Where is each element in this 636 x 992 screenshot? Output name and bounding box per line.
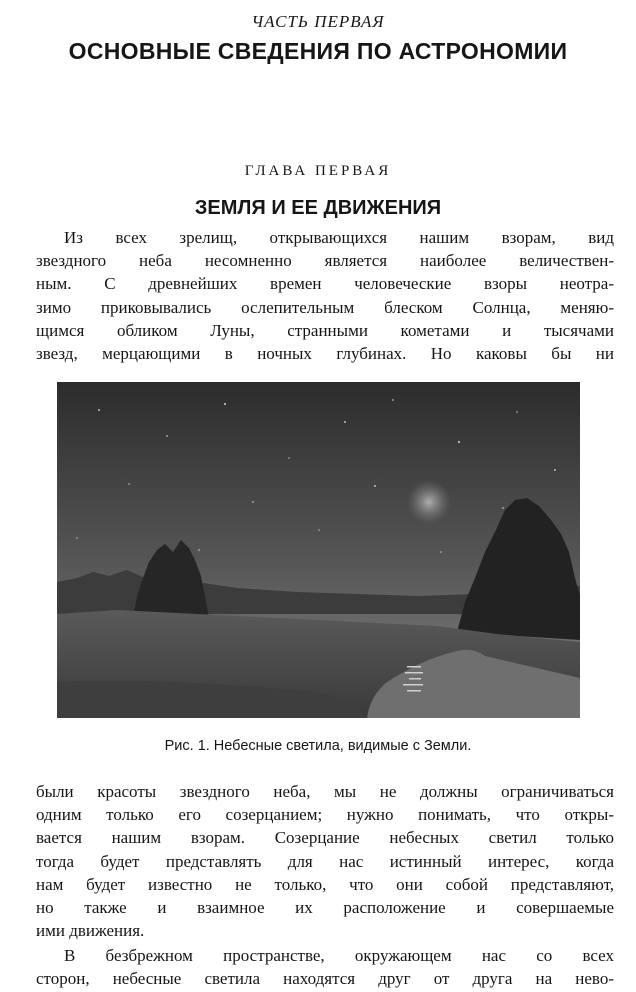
intro-paragraph bbox=[36, 226, 614, 365]
text-line: В безбрежном пространстве, окружающем нас со всех bbox=[64, 946, 614, 965]
moon-glow bbox=[407, 480, 451, 524]
text-line: но также и взаимное их расположение и совершаемые bbox=[36, 897, 614, 917]
text-line: ими движения. bbox=[36, 921, 145, 941]
text-line: зимо приковывались ослепительным блеском Солнца, меняю- bbox=[36, 297, 614, 317]
night-landscape-image bbox=[57, 382, 580, 718]
chapter-title: ЗЕМЛЯ И ЕЕ ДВИЖЕНИЯ bbox=[194, 197, 442, 219]
text-line: сторон, небесные светила находятся друг от друга на нево- bbox=[36, 969, 614, 989]
part-title: ОСНОВНЫЕ СВЕДЕНИЯ ПО АСТРОНОМИИ bbox=[68, 38, 568, 64]
next-paragraph bbox=[36, 944, 614, 990]
text-line: вается нашим взорам. Созерцание небесных светил только bbox=[36, 828, 614, 848]
continuation-paragraph bbox=[36, 780, 614, 942]
text-line: одним только его созерцанием; нужно понимать, что откры- bbox=[36, 805, 614, 825]
text-line: нам будет известно не только, что они собой представляют, bbox=[36, 874, 614, 894]
text-line: звездного неба несомненно является наиболее величествен- bbox=[36, 251, 614, 271]
text-line: звезд, мерцающими в ночных глубинах. Но каковы бы ни bbox=[36, 343, 614, 363]
text-line: тогда будет представлять для нас истинный интерес, когда bbox=[36, 851, 614, 871]
figure-caption: Рис. 1. Небесные светила, видимые с Земли. bbox=[164, 738, 472, 754]
text-line: Из всех зрелищ, открывающихся нашим взорам, вид bbox=[64, 228, 614, 247]
text-line: были красоты звездного неба, мы не должны ограничиваться bbox=[36, 782, 614, 801]
chapter-label: ГЛАВА ПЕРВАЯ bbox=[244, 163, 392, 179]
part-label: ЧАСТЬ ПЕРВАЯ bbox=[251, 12, 385, 31]
text-line: ным. С древнейших времен человеческие взоры неотра- bbox=[36, 274, 614, 294]
text-line: щимся обликом Луны, странными кометами и тысячами bbox=[36, 320, 614, 340]
night-landscape-figure bbox=[57, 382, 580, 718]
